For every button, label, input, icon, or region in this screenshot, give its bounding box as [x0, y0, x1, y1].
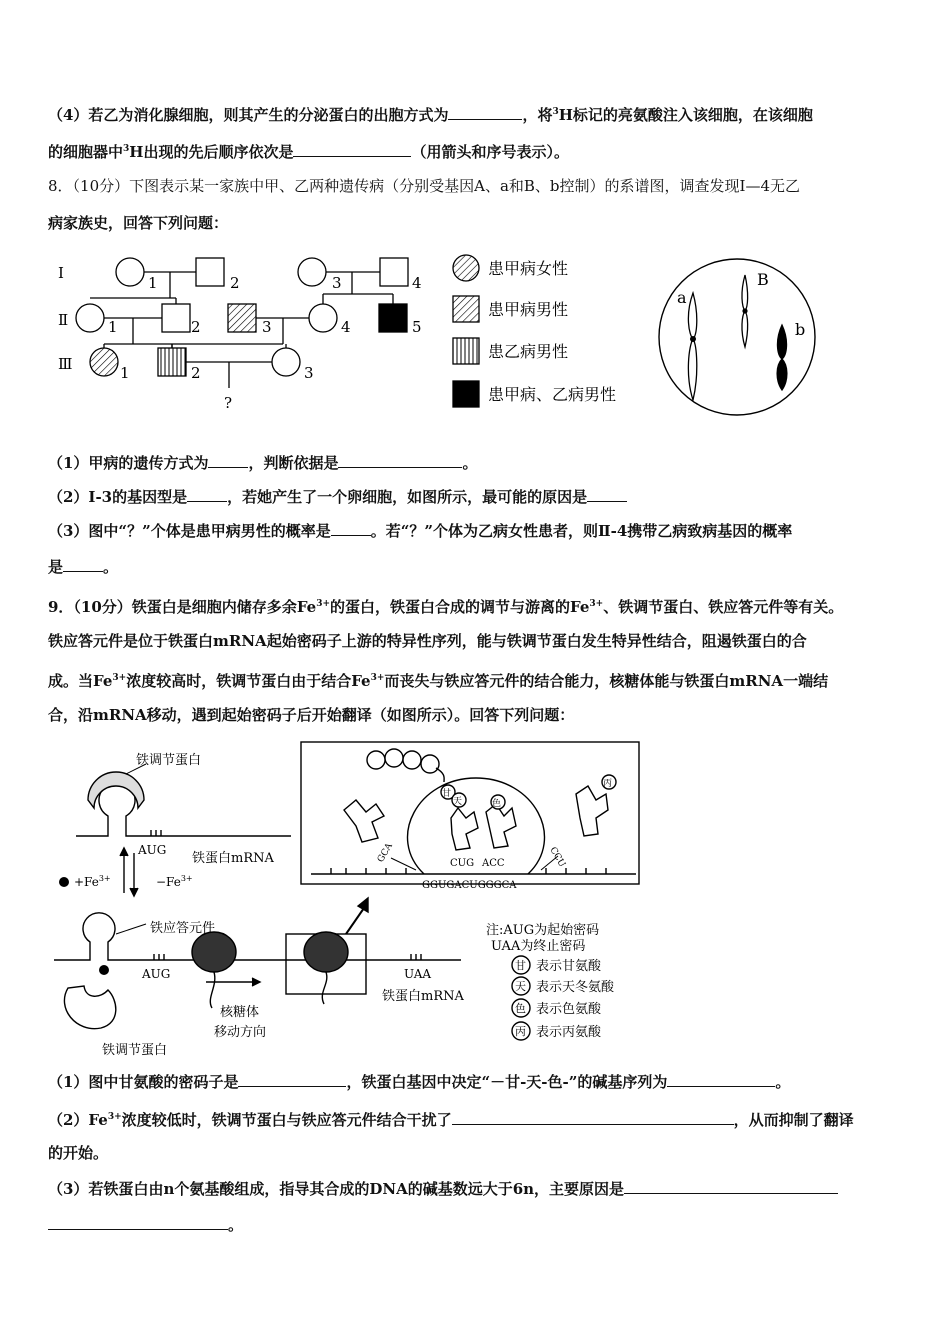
gen-label-2: Ⅱ [58, 311, 69, 329]
label-uaa: UAA [404, 967, 432, 981]
text: （4）若乙为消化腺细胞，则其产生的分泌蛋白的出胞方式为 [48, 106, 449, 124]
answer-blank[interactable] [48, 1214, 228, 1230]
text: 浓度较高时，铁调节蛋白由于结合Fe [126, 672, 371, 690]
answer-blank[interactable] [667, 1071, 775, 1087]
label-ribosome-dir-2: 移动方向 [214, 1025, 267, 1040]
text: 而丧失与铁应答元件的结合能力，核糖体能与铁蛋白mRNA一端结 [384, 672, 829, 690]
text: （3）图中“？”个体是患甲病男性的概率是 [48, 522, 331, 540]
text: ，判断依据是 [248, 454, 339, 472]
text: ，若她产生了一个卵细胞，如图所示，最可能的原因是 [227, 488, 588, 506]
legend-tian-icon: 天 [515, 980, 526, 993]
num-III3: 3 [304, 364, 314, 382]
num-I3: 3 [332, 274, 342, 292]
num-II3: 3 [262, 318, 272, 336]
num-II5: 5 [412, 318, 422, 336]
answer-blank[interactable] [587, 486, 627, 502]
legend-bing-icon: 丙 [515, 1025, 526, 1038]
q8-sub3-cont [48, 556, 118, 578]
label-a: a [677, 288, 687, 307]
legend-2: 患甲病男性 [488, 300, 569, 319]
superscript: 3+ [370, 673, 385, 683]
answer-blank[interactable] [448, 104, 522, 120]
answer-blank[interactable] [452, 1109, 734, 1125]
label-minus-fe: $-Fe^{3+}$ [156, 874, 193, 889]
label-plus-fe: $+Fe^{3+}$ [74, 874, 111, 889]
anticodon-mid1: CUG [450, 858, 475, 869]
num-I1: 1 [148, 274, 158, 292]
q8-sub3 [48, 520, 792, 542]
num-I2: 2 [230, 274, 240, 292]
label-B: B [757, 270, 769, 289]
legend-tian: 表示天冬氨酸 [536, 980, 615, 995]
q9-sub2-cont: 的开始。 [48, 1144, 109, 1162]
text: （2）Ⅰ-3的基因型是 [48, 488, 188, 506]
label-mrna-top: 铁蛋白mRNA [192, 851, 274, 866]
q7-4-line1 [48, 101, 813, 126]
text: 浓度较低时，铁调节蛋白与铁应答元件结合干扰了 [121, 1111, 452, 1129]
gen-label-1: Ⅰ [58, 264, 64, 282]
mrna-sequence: GGUGACUGGGCA [422, 880, 517, 891]
text: 、铁调节蛋白、铁应答元件等有关。 [603, 598, 844, 616]
legend-1: 患甲病女性 [488, 259, 569, 278]
text: 。 [228, 1216, 244, 1234]
text: （用箭头和序号表示）。 [411, 143, 569, 161]
text: 。 [103, 558, 119, 576]
q9-sub2 [48, 1106, 854, 1131]
answer-blank[interactable] [238, 1071, 346, 1087]
q9-sub3-cont [48, 1214, 243, 1236]
text: ，将 [522, 106, 553, 124]
egg-cell-figure [655, 255, 820, 420]
unknown-mark: ? [224, 394, 233, 412]
label-aug-bottom: AUG [142, 967, 171, 981]
pedigree-figure [48, 248, 698, 418]
num-II2: 2 [191, 318, 201, 336]
anticodon-right: CCU [547, 845, 567, 870]
num-I4: 4 [412, 274, 422, 292]
label-aug-top: AUG [138, 843, 167, 857]
q9-intro-3 [48, 667, 828, 692]
aa-gan-in-box: 甘 [442, 789, 452, 799]
legend-gan: 表示甘氨酸 [536, 959, 602, 974]
q9-intro-2: 铁应答元件是位于铁蛋白mRNA起始密码子上游的特异性序列，能与铁调节蛋白发生特异性结合，阻遏铁蛋白的合 [48, 632, 807, 650]
ribosome-1 [192, 932, 236, 972]
answer-blank[interactable] [208, 452, 248, 468]
q9-sub3 [48, 1178, 838, 1200]
gen-label-3: Ⅲ [58, 355, 73, 373]
label-iron-response: 铁应答元件 [150, 921, 216, 936]
legend-gan-icon: 甘 [515, 959, 526, 972]
text: ，从而抑制了翻译 [733, 1111, 854, 1129]
text: （3）若铁蛋白由n个氨基酸组成，指导其合成的DNA的碱基数远大于6n，主要原因是 [48, 1180, 625, 1198]
aa-bing-in-box: 丙 [603, 779, 613, 789]
legend-bing: 表示丙氨酸 [536, 1025, 602, 1040]
text: 的细胞器中 [48, 143, 124, 161]
anticodon-left: GCA [375, 841, 395, 865]
label-iron-reg-protein-top: 铁调节蛋白 [136, 753, 202, 768]
answer-blank[interactable] [293, 141, 411, 157]
text: 成。当Fe [48, 672, 113, 690]
q8-sub2 [48, 486, 627, 508]
text: 。 [462, 454, 478, 472]
text: 的蛋白，铁蛋白合成的调节与游离的Fe [330, 598, 590, 616]
answer-blank[interactable] [624, 1178, 838, 1194]
text: 。 [775, 1073, 791, 1091]
superscript: 3+ [107, 1112, 122, 1122]
text: 。若“？”个体为乙病女性患者，则Ⅱ-4携带乙病致病基因的概率 [370, 522, 793, 540]
answer-blank[interactable] [187, 486, 227, 502]
superscript: 3+ [112, 673, 127, 683]
text: H出现的先后顺序依次是 [129, 143, 294, 161]
q8-intro-1: 8．（10分）下图表示某一家族中甲、乙两种遗传病（分别受基因A、a和B、b控制）的系谱图，调查发现Ⅰ—4无乙 [48, 177, 801, 195]
num-II4: 4 [341, 318, 351, 336]
num-III1: 1 [120, 364, 130, 382]
label-ribosome-dir-1: 核糖体 [220, 1005, 260, 1020]
legend-se-icon: 色 [515, 1002, 526, 1015]
text: （2）Fe [48, 1111, 108, 1129]
superscript: 3 [123, 144, 130, 154]
chromosome-a [688, 293, 696, 400]
superscript: 3 [552, 107, 559, 117]
aa-tian-in-box: 天 [453, 797, 463, 807]
superscript: 3+ [316, 599, 330, 609]
label-mrna-bottom: 铁蛋白mRNA [382, 989, 464, 1004]
legend-4: 患甲病、乙病男性 [488, 385, 617, 404]
text: （1）甲病的遗传方式为 [48, 454, 209, 472]
answer-blank[interactable] [338, 452, 462, 468]
answer-blank[interactable] [331, 520, 371, 536]
q8-intro-2: 病家族史，回答下列问题： [48, 214, 229, 232]
text: 9．（10分）铁蛋白是细胞内储存多余Fe [48, 598, 317, 616]
answer-blank[interactable] [63, 556, 103, 572]
ribosome-2 [304, 932, 348, 972]
q8-sub1 [48, 452, 477, 474]
text: ，铁蛋白基因中决定“－甘-天-色-”的碱基序列为 [346, 1073, 668, 1091]
text: H标记的亮氨酸注入该细胞，在该细胞 [558, 106, 813, 124]
superscript: 3+ [589, 599, 604, 609]
aa-se-in-box: 色 [492, 799, 502, 809]
num-II1: 1 [108, 318, 118, 336]
legend-se: 表示色氨酸 [536, 1002, 602, 1017]
note-1: 注:AUG为起始密码 [486, 923, 600, 938]
ferritin-translation-figure [46, 738, 641, 1060]
q7-4-line2 [48, 138, 569, 163]
anticodon-mid2: ACC [482, 858, 505, 869]
label-iron-reg-protein-bottom: 铁调节蛋白 [102, 1043, 168, 1058]
text: 是 [48, 558, 64, 576]
q9-sub1 [48, 1071, 790, 1093]
num-III2: 2 [191, 364, 201, 382]
text: （1）图中甘氨酸的密码子是 [48, 1073, 239, 1091]
q9-intro-4: 合，沿mRNA移动，遇到起始密码子后开始翻译（如图所示）。回答下列问题： [48, 706, 575, 724]
label-b: b [795, 320, 806, 339]
legend-3: 患乙病男性 [488, 342, 569, 361]
q9-intro-1 [48, 593, 843, 618]
note-2: UAA为终止密码 [491, 939, 586, 954]
